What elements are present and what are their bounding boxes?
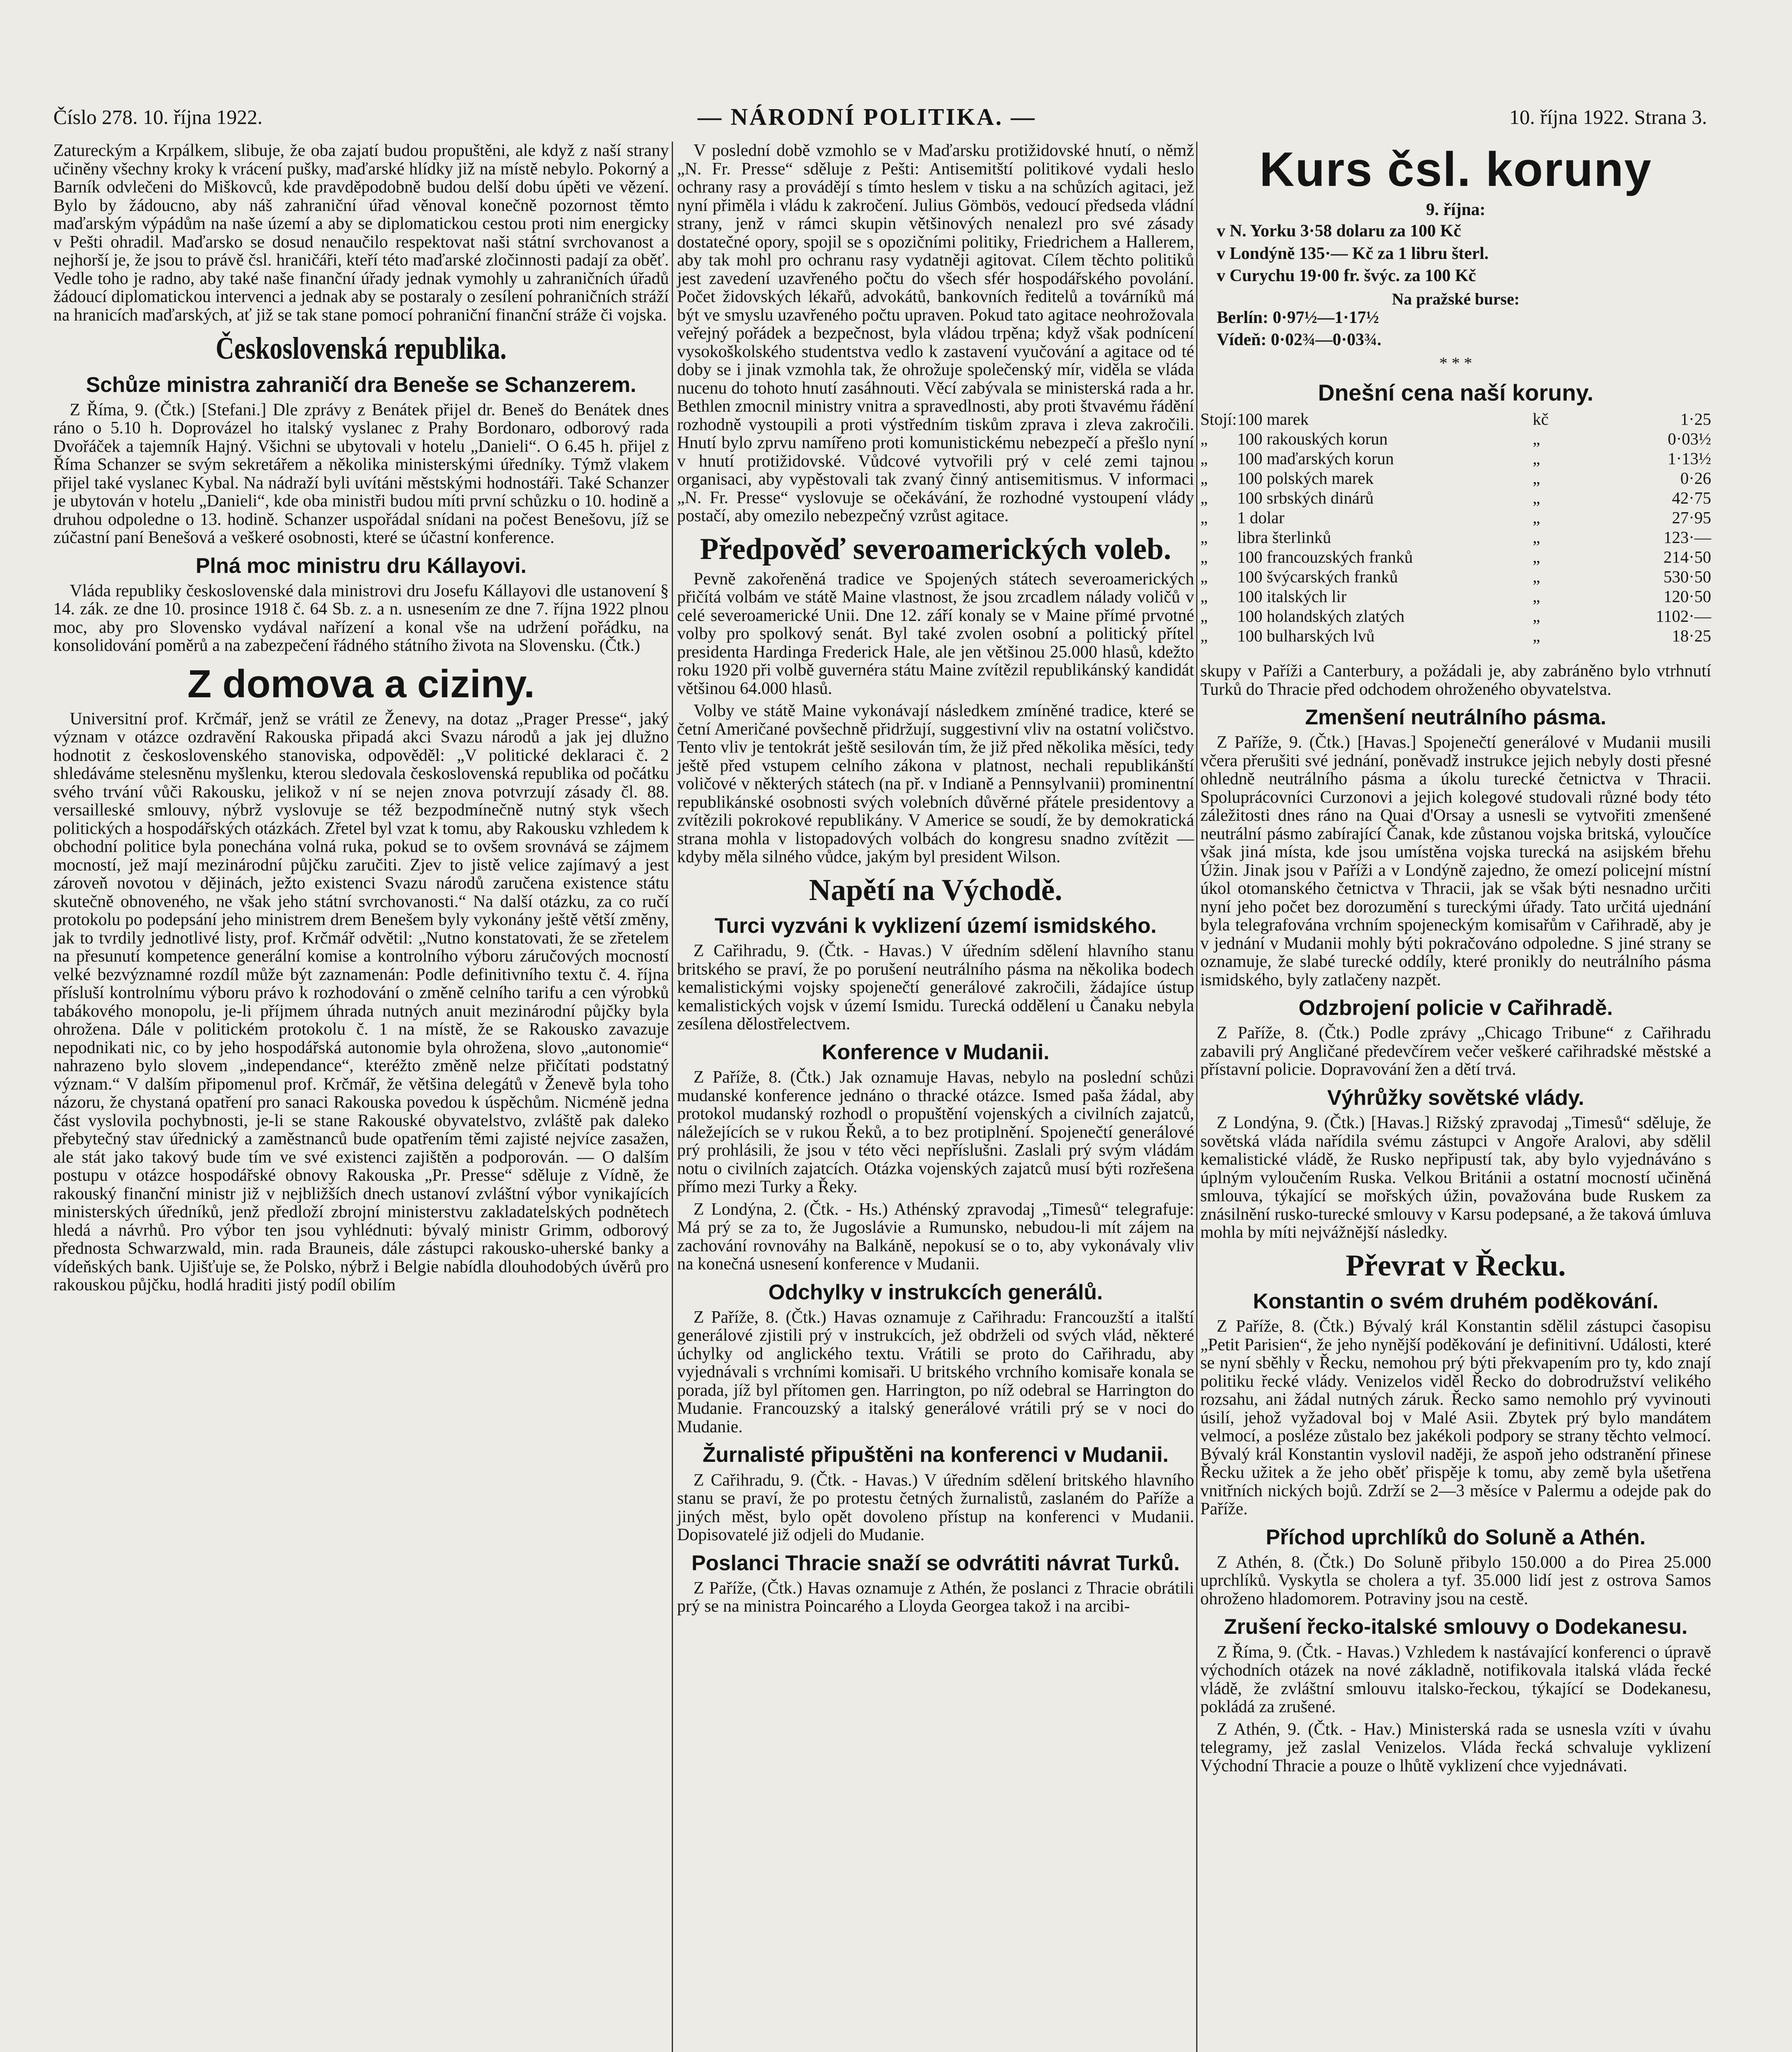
exchange-rate-title: Kurs čsl. koruny: [1259, 142, 1652, 197]
rate-unit: „: [1533, 429, 1540, 449]
rate-lead: „: [1200, 429, 1208, 449]
article-text: Pevně zakořeněná tradice ve Spojených státech severoamerických přičítá volbám ve státě Maine vlastnost, že jsou zrcadlem nálady voličů v celé severoamerické Unii. Dne 12. září konaly se v Maine přímé prvotné volby pro spolkový senát. Byl také zvolen osobní a politický přítel presidenta Hardinga Frederick Hale, ale jen většinou 25.000 hlasů, kdežto roku 1920 při volbě guvernéra státu Maine zvítězil republikánský kandidát většinou 64.000 hlasů.: [677, 569, 1194, 698]
column-1: [53, 142, 669, 1299]
rate-currency: 100 polských marek: [1237, 469, 1374, 488]
bourse-line: Vídeň: 0·02¾—0·03¾.: [1217, 330, 1382, 349]
rate-currency: 100 rakouských korun: [1237, 429, 1388, 449]
rates-row: [1200, 488, 1711, 508]
article-text: Vláda republiky československé dala ministrovi dru Josefu Kállayovi dle ustanovení § 14. zák. ze dne 10. prosince 1918 č. 64 Sb. z. a n. usnesením ze dne 7. října 1922 plnou moc, aby pro Slovensko vydával nařízení a konal vše na udržení pořádku, na konsolidování poměrů a na zabezpečení řádného státního života na Slovensku. (Čtk.): [53, 581, 669, 655]
bourse-heading: Na pražské burse:: [1391, 289, 1520, 308]
rates-row: [1200, 586, 1711, 606]
article-text: Z Cařihradu, 9. (Čtk. - Havas.) V úředním sdělení britského hlavního stanu se praví, že po protestu četných žurnalistů, zaslaném do Paříže a jiných měst, bylo opět dovoleno přístup na konferenci v Mudanii. Dopisovatelé již odjeli do Mudanie.: [677, 1470, 1194, 1545]
rate-lead: „: [1200, 469, 1208, 488]
rate-currency: 100 bulharských lvů: [1237, 626, 1375, 646]
section-heading: Československá republika.: [215, 331, 507, 366]
rate-value: 120·50: [1663, 587, 1711, 606]
column-3: [1200, 142, 1711, 1779]
rate-currency: 1 dolar: [1237, 508, 1284, 527]
rate-value: 214·50: [1663, 547, 1711, 567]
article-heading: Zrušení řecko-italské smlouvy o Dodekanesu.: [1224, 1615, 1688, 1639]
rate-value: 0·03½: [1668, 429, 1711, 449]
article-heading: Konference v Mudanii.: [822, 1040, 1050, 1064]
exchange-rate-line: v Londýně 135·— Kč za 1 libru šterl.: [1217, 244, 1489, 263]
rate-unit: „: [1533, 587, 1540, 606]
rate-unit: „: [1533, 547, 1540, 567]
article-heading: Zmenšení neutrálního pásma.: [1305, 705, 1607, 730]
article-text: Z Paříže, 9. (Čtk.) [Havas.] Spojenečtí generálové v Mudanii musili včera přerušiti své jednání, poněvadž instrukce jejich nebyly dosti přesné ohledně neutrálního pásma a úkolu turecké četnictva v Thracii. Spoluprácovníci Curzonovi a jejich kolegové studovali různé body této záležitosti dnes ráno na Quai d'Orsay a usnesli se vytvořiti zmenšené neutrální pásmo zabírající Čanak, kde zůstanou vojska britská, vyloučíce však jiná místa, kde jsou umístěna vojska turecká na asijském břehu Úžin. Jinak jsou v Paříži a v Londýně zajedno, že omezí policejní místní úkol otomanského četnictva v Thracii, jak se však býti nesnadno určiti nyní jeho počet bez dorozumění s tureckými úřady. Tato určitá ujednání byla telegrafována vrchním spojeneckým komisařům v Cařihradě, aby je v jednání v Mudanii mohly býti pokračováno odpoledne. S jiné strany se oznamuje, že slabé turecké oddíly, které pronikly do neutrálního pásma ismidského, byly zatlačeny nazpět.: [1200, 733, 1711, 989]
article-text: skupy v Paříži a Canterbury, a požádali je, aby zabráněno bylo vtrhnutí Turků do Thracie před odchodem ohroženého obyvatelstva.: [1200, 662, 1711, 699]
rate-value: 0·26: [1680, 469, 1711, 488]
article-text: Zatureckým a Krpálkem, slibuje, že oba zajatí budou propuštěni, ale když z naší strany učiněny všechny kroky k vrácení pušky, maďarské hlídky již na místě nebylo. Pokorný a Barník odvlečeni do Miškovců, kde pravděpodobně budou delší dobu úpěti ve vězení. Bylo by žádoucno, aby náš zahraniční úřad věnoval konečně pozornost těmto maďarským výpádům na naše území a aby se diplomatickou cestou proti nim energicky v Pešti ohradil. Maďarsko se dosud nenaučilo respektovat naši státní svrchovanost a nejhorší je, že jsou to právě čsl. hraničáři, kteří této maďarské zločinnosti padají za oběť. Vedle toho je radno, aby také naše finanční úřady jednak vymohly u zahraničních úřadů žádoucí diplomatickou intervenci a jednak aby se postaraly o zesílení pohraničních stráží na hranicích maďarských, ať již se tak stane pomocí pohraniční finanční stráže či vojska.: [53, 141, 669, 325]
article-heading: Žurnalisté připuštěni na konferenci v Mudanii.: [703, 1443, 1169, 1467]
rate-unit: „: [1533, 488, 1540, 508]
section-heading: Převrat v Řecku.: [1346, 1248, 1566, 1282]
masthead: — NÁRODNÍ POLITIKA. —: [698, 103, 1037, 130]
column-2: [677, 142, 1194, 1620]
article-heading: Poslanci Thracie snaží se odvrátiti návrat Turků.: [691, 1551, 1180, 1575]
article-heading: Příchod uprchlíků do Soluně a Athén.: [1266, 1525, 1646, 1549]
rates-table: [1200, 409, 1711, 646]
rate-value: 1·25: [1680, 410, 1711, 429]
article-text: Z Říma, 9. (Čtk. - Havas.) Vzhledem k nastávající konferenci o úpravě východních otázek na nové základně, notifikovala italská vláda řecké vládě, že zvláštní smlouvu italsko-řeckou, týkající se Dodekanesu, pokládá za zrušené.: [1200, 1642, 1711, 1717]
exchange-rate-line: v N. Yorku 3·58 dolaru za 100 Kč: [1217, 222, 1461, 240]
rate-lead: „: [1200, 626, 1208, 646]
rate-value: 123·—: [1663, 528, 1711, 547]
rate-currency: 100 srbských dinárů: [1237, 488, 1374, 508]
exchange-rate-date: 9. října:: [1426, 200, 1485, 219]
rates-row: [1200, 527, 1711, 547]
exchange-rate-line: v Curychu 19·00 fr. švýc. za 100 Kč: [1217, 266, 1476, 285]
rates-row: [1200, 606, 1711, 626]
rate-value: 1102·—: [1655, 607, 1711, 626]
rate-unit: „: [1533, 607, 1540, 626]
article-text: Z Paříže, 8. (Čtk.) Bývalý král Konstantin sdělil zástupci časopisu „Petit Parisien“, že jeho nynější poděkování je definitivní. Události, které se nyní sběhly v Řecku, nemohou prý býti překvapením pro ty, kdo znají politiku řecké vlády. Venizelos viděl Řecko do dobrodružství velikého rozsahu, ani žádal nutných záruk. Řecko samo nemohlo prý vyvinouti úsilí, jehož vyžadoval boj v Malé Asii. Zbytek prý bylo mandátem velmocí, a posléze zůstalo bez jakékoli podpory se strany těchto velmocí. Bývalý král Konstantin vyslovil naději, že aspoň jeho odstranění přinese Řecku užitek a že jeho oběť přispěje k tomu, aby země byla ušetřena vnitřních nických bojů. Zdrží se 2—3 měsíce v Palermu a odejde pak do Paříže.: [1200, 1317, 1711, 1519]
rate-lead: „: [1200, 567, 1208, 586]
rate-lead: „: [1200, 587, 1208, 606]
article-text: Z Londýna, 9. (Čtk.) [Havas.] Rižský zpravodaj „Timesů“ sděluje, že sovětská vláda nařídila svému zástupci v Angoře Aralovi, aby sdělil kemalistické vládě, že Rusko nepřipustí tak, aby bylo vyjednáváno s úplným vyloučením Ruska. Velkou Británii a ostatní mocností učiněná smlouva, týkající se mořských úžin, považována bude Ruskem za znásilnění rusko-turecké smlouvy v Karsu podepsané, a že taková úmluva mohla by míti nejvážnější následky.: [1200, 1113, 1711, 1242]
rate-value: 42·75: [1672, 488, 1711, 508]
rate-unit: kč: [1533, 410, 1549, 429]
rate-unit: „: [1533, 567, 1540, 586]
rate-unit: „: [1533, 469, 1540, 488]
rate-lead: „: [1200, 547, 1208, 567]
article-text: Universitní prof. Krčmář, jenž se vrátil ze Ženevy, na dotaz „Prager Presse“, jaký význam v otázce ozdravění Rakouska připadá akci Svazu národů a jak jej dlužno hodnotit z československého stanoviska, odpověděl: „V politické deklaraci č. 2 shledáváme stelesněnu myšlenku, kterou sledovala československá republika od počátku svého trvání vůči Rakousku, jelikož v ní se nejen znova potvrzují zásady čl. 88. versailleské smlouvy, nýbrž vyslovuje se též bezpodmínečně nutný styk všech politických a hospodářských otázkách. Zřetel byl vzat k tomu, aby Rakousku vzhledem k obchodní politice byla ponechána volná ruka, pokud se to ovšem srovnává se zájmem mocností, jež mají mezinárodní půjčku zaručiti. Zjev to jistě velice zajímavý a jest zároveň novotou v dějinách, ježto existenci Svazu národů zaručena existence státu skutečně obnoveného, ne však jeho státní svrchovanosti.“ Na další otázku, za co ručí protokolu po podepsání jeho ministrem drem Benešem byly vykonány ještě větší změny, jak to tvrdily jednotlivé listy, prof. Krčmář odvětil: „Nutno konstatovati, že se zřetelem na přesunutí kompetence generální komise a kontrolního výboru záručových mocností velké bezvýznamné rozdíl může být zaznamenán: Podle definitivního textu č. 4. října přísluší kontrolnímu výboru právo k rozhodování o změně celního tarifu a cen výrobků tabákového monopolu, je-li příjmem úhrada nutných anuit mezinárodní půjčky byla ohrožena. Dále v politickém protokolu č. 1 na místě, že se Rakousko zavazuje nepodnikati nic, co by jeho hospodářská autonomie byla ohrožena, slovo „autonomie“ nahrazeno bylo slovem „independance“, kteréžto změně nelze přičítati podstatný význam.“ V dalším připomenul prof. Krčmář, že většina delegátů v Ženevě byla toho názoru, že chystaná opatření pro sanaci Rakouska povedou k úspěchům. Nicméně jedna část vyslovila pochybnosti, je-li se stane Rakouské obyvatelstvo, zvláště pak daleko přebytečný stav úřednický a zaměstnanců bude opatřením těmi zajisté nejvíce zasažen, ale stát jako takový bude tím ve své existenci zajištěn a podporován. — O dalším postupu v otázce hospodářské obnovy Rakouska „Pr. Presse“ sděluje z Vídně, že rakouský finanční ministr již v nejbližších dnech ustanoví zvláštní výbor vynikajících ministerských úředníků, jenž předloží zbrojní ministerstvu zakladatelských podnětech hledá a návrhů. Pro výbor ten jsou vyhlédnuti: bývalý ministr Grimm, odborový přednosta Schwarzwald, min. rada Brauneis, dále zástupci rakousko-uherské banky a vídeňských bank. Ujišťuje se, že Polsko, nýbrž i Belgie nabídla dlouhodobých úvěrů pro rakouskou půjčku, hodlá hraditi jistý podíl obilím: [53, 709, 669, 1295]
article-text: Z Paříže, (Čtk.) Havas oznamuje z Athén, že poslanci z Thracie obrátili prý se na ministra Poincarého a Lloyda Georgea takož i na arcibi-: [677, 1578, 1194, 1616]
rates-table-title: Dnešní cena naší koruny.: [1318, 379, 1594, 405]
article-text: Z Athén, 8. (Čtk.) Do Soluně přibylo 150.000 a do Pirea 25.000 uprchlíků. Vyskytla se cholera a tyf. 35.000 lidí jest z ostrova Samos ohroženo hladomorem. Potraviny jsou na cestě.: [1200, 1553, 1711, 1608]
rates-row: [1200, 409, 1711, 429]
article-heading: Konstantin o svém druhém poděkování.: [1253, 1289, 1659, 1314]
rate-unit: „: [1533, 449, 1540, 468]
rate-value: 1·13½: [1668, 449, 1711, 468]
article-heading: Plná moc ministru dru Kállayovi.: [195, 554, 527, 578]
rate-lead: Stojí:: [1200, 410, 1237, 429]
section-heading: Napětí na Východě.: [809, 873, 1062, 907]
rate-currency: 100 francouzských franků: [1237, 547, 1413, 567]
rate-lead: „: [1200, 607, 1208, 626]
page-date: 10. října 1922. Strana 3.: [1509, 105, 1707, 128]
rate-lead: „: [1200, 508, 1208, 527]
rate-currency: 100 maďarských korun: [1237, 449, 1394, 468]
page-header: [53, 105, 1707, 142]
article-heading: Turci vyzváni k vyklizení území ismidského.: [714, 914, 1157, 938]
article-text: Z Paříže, 8. (Čtk.) Podle zprávy „Chicago Tribune“ z Cařihradu zabavili prý Angličané předevčírem večer veškeré cařihradské městské a přístavní policie. Dopravování žen a dětí trvá.: [1200, 1024, 1711, 1079]
article-text: Z Athén, 9. (Čtk. - Hav.) Ministerská rada se usnesla vzíti v úvahu telegramy, jež zaslal Venizelos. Vláda řecká schvaluje vyklizení Východní Thracie a pouze o lhůtě vyklizení chce vyjednávati.: [1200, 1720, 1711, 1775]
article-text: Z Paříže, 8. (Čtk.) Havas oznamuje z Cařihradu: Francouzští a italští generálové zjistili prý v instrukcích, jež obdrželi od svých vlád, některé úchylky od anglického textu. Vrátili se proto do Cařihradu, aby vyjednávali s vrchními komisaři. U britského vrchního komisaře konala se porada, jíž byl přítomen gen. Harrington, po níž odebral se Harrington do Mudanie. Francouzský a italský generálové vrátili prý se v noci do Mudanie.: [677, 1308, 1194, 1436]
section-heading: Z domova a ciziny.: [187, 662, 535, 706]
column-rule: [1196, 142, 1197, 2052]
rates-row: [1200, 449, 1711, 468]
article-heading: Odzbrojení policie v Cařihradě.: [1298, 996, 1613, 1020]
article-text: Z Londýna, 2. (Čtk. - Hs.) Athénský zpravodaj „Timesů“ telegrafuje: Má prý se za to, že Jugoslávie a Rumunsko, nebudou-li mít zájem na zachování rovnováhy na Balkáně, nepokusí se o to, aby vykonávaly vliv na konečná usnesení konference v Mudanii.: [677, 1200, 1194, 1274]
rates-row: [1200, 508, 1711, 527]
article-text: Z Paříže, 8. (Čtk.) Jak oznamuje Havas, nebylo na poslední schůzi mudanské konference jednáno o thracké otázce. Ismed paša žádal, aby protokol mudanský rozhodl o propuštění vojenských a civilních zajatců, náležejících se v rukou Řeků, a to bez protiplnění. Spojenečtí generálové prý prohlásili, že jsou v této věci nepříslušni. Zaslali prý svým vládám notu o civilních zajatcích. Otázka vojenských zajatců musí býti rozřešena přímo mezi Turky a Řeky.: [677, 1068, 1194, 1197]
rate-currency: libra šterlinků: [1237, 528, 1331, 547]
rate-currency: 100 švýcarských franků: [1237, 567, 1398, 586]
article-text: Z Říma, 9. (Čtk.) [Stefani.] Dle zprávy z Benátek přijel dr. Beneš do Benátek dnes ráno o 5.10 h. Doprovázel ho italský vyslanec z Prahy Bordonaro, odborový rada Dvořáček a tajemník Hajný. Všichni se ubytovali v hotelu „Danieli“. O 6.45 h. přijel z Říma Schanzer se svým sekretářem a několika ministerskými úředníky. Týmž vlakem přijel také vyslanec Kybal. Na nádraží byli uvítáni městskými hodnostáři. Také Schanzer je ubytován v hotelu „Danieli“, kde oba ministři budou míti první schůzku o 10. hodině a druhou odpoledne o 13. hodině. Schanzer uspořádal snídani na počest Benešovu, jíž se zúčastní paní Benešová a veškeré osobnosti, které se účastní konference.: [53, 400, 669, 547]
issue-number: Číslo 278. 10. října 1922.: [53, 105, 263, 128]
rate-lead: „: [1200, 528, 1208, 547]
column-rule: [672, 142, 673, 2052]
rates-row: [1200, 429, 1711, 449]
rates-row: [1200, 547, 1711, 567]
separator-stars: * * *: [1439, 353, 1472, 372]
article-heading: Výhrůžky sovětské vlády.: [1327, 1086, 1584, 1110]
article-text: V poslední době vzmohlo se v Maďarsku protižidovské hnutí, o němž „N. Fr. Presse“ sděluje z Pešti: Antisemitští politikové vydali heslo ochrany rasy a provádějí s tímto heslem v tisku a na schůzích agitaci, jež nyní přiměla i vládu k zakročení. Julius Gömbös, vedoucí předseda vládní strany, jenž v rámci skupin většinových nenalezl pro své zásady dostatečné opory, spojil se s opozičními politiky, Friedrichem a Hallerem, aby tak mohl pro ochranu rasy vydatněji agitovat. Cílem těchto politiků jest zavedení uzavřeného počtu do všech sfér hospodářského povolání. Počet židovských lékařů, advokátů, bankovních ředitelů a továrníků má být ve smyslu uzavřeného počtu upraven. Pokud tato agitace neohrožovala veřejný pořádek a bezpečnost, byla vládou trpěna; když však podnícení vysokoškolského studentstva vedlo k zastavení vyučování a agitace od té doby se i jinak vzmohla tak, že ohrožuje společenský mír, viděla se vláda nucenu do tohoto hnutí zasáhnouti. Věcí zabývala se ministerská rada a hr. Bethlen zmocnil ministry vnitra a spravedlnosti, aby proti štvavému řádění rozhodně vystoupili a proti výstředním tiskům zprava i zleva zakročili. Hnutí bylo zprvu namířeno proti komunistickému nebezpečí a přešlo nyní v hnutí protižidovské. Vůdcové vytvořili prý v celé zemi tajnou organisaci, aby vypěstovali tak zvaný činný antisemitismus. V informaci „N. Fr. Presse“ vyslovuje se očekávání, že rozhodné vystoupení vlády postačí, aby omezilo nebezpečný vzrůst agitace.: [677, 141, 1194, 525]
article-heading: Předpověď severoamerických voleb.: [700, 532, 1172, 566]
rate-value: 27·95: [1672, 508, 1711, 527]
rates-row: [1200, 468, 1711, 488]
rate-currency: 100 marek: [1237, 410, 1309, 429]
rate-lead: „: [1200, 449, 1208, 468]
rate-currency: 100 holandských zlatých: [1237, 607, 1405, 626]
rate-unit: „: [1533, 626, 1540, 646]
rate-value: 18·25: [1672, 626, 1711, 646]
article-heading: Schůze ministra zahraničí dra Beneše se Schanzerem.: [86, 373, 636, 397]
bourse-line: Berlín: 0·97½—1·17½: [1217, 308, 1379, 327]
rates-row: [1200, 626, 1711, 646]
rate-unit: „: [1533, 508, 1540, 527]
rates-row: [1200, 567, 1711, 586]
rate-currency: 100 italských lir: [1237, 587, 1347, 606]
rate-value: 530·50: [1663, 567, 1711, 586]
rate-unit: „: [1533, 528, 1540, 547]
article-text: Z Cařihradu, 9. (Čtk. - Havas.) V úředním sdělení hlavního stanu britského se praví, že po porušení neutrálního pásma na několika bodech kemalistickými vojsky spojenečtí generálové zakročili, žádajíce ústup kemalistických vojsk v území Ismidu. Turecká oddělení u Čanaku nebyla zesílena dělostřelectvem.: [677, 941, 1194, 1034]
article-text: Volby ve státě Maine vykonávají následkem zmíněné tradice, které se četní Američané povšechně přidržují, suggestivní vliv na ostatní voličstvo. Tento vliv je tentokrát ještě sesilován tím, že již před několika měsíci, tedy ještě před vstupem celního zákona v platnost, nechali republikánští voličové v některých státech (na př. v Indianě a Pennsylvanii) prominentní republikánské osobnosti svých volebních důvěrné přátele presidentovy a zvítězili pokrokové republikány. V Americe se soudí, že by demokratická strana mohla v listopadových volbách do kongresu snadno zvítězit — kdyby měla silného vůdce, jakým byl president Wilson.: [677, 701, 1194, 867]
article-heading: Odchylky v instrukcích generálů.: [768, 1280, 1103, 1304]
rate-lead: „: [1200, 488, 1208, 508]
